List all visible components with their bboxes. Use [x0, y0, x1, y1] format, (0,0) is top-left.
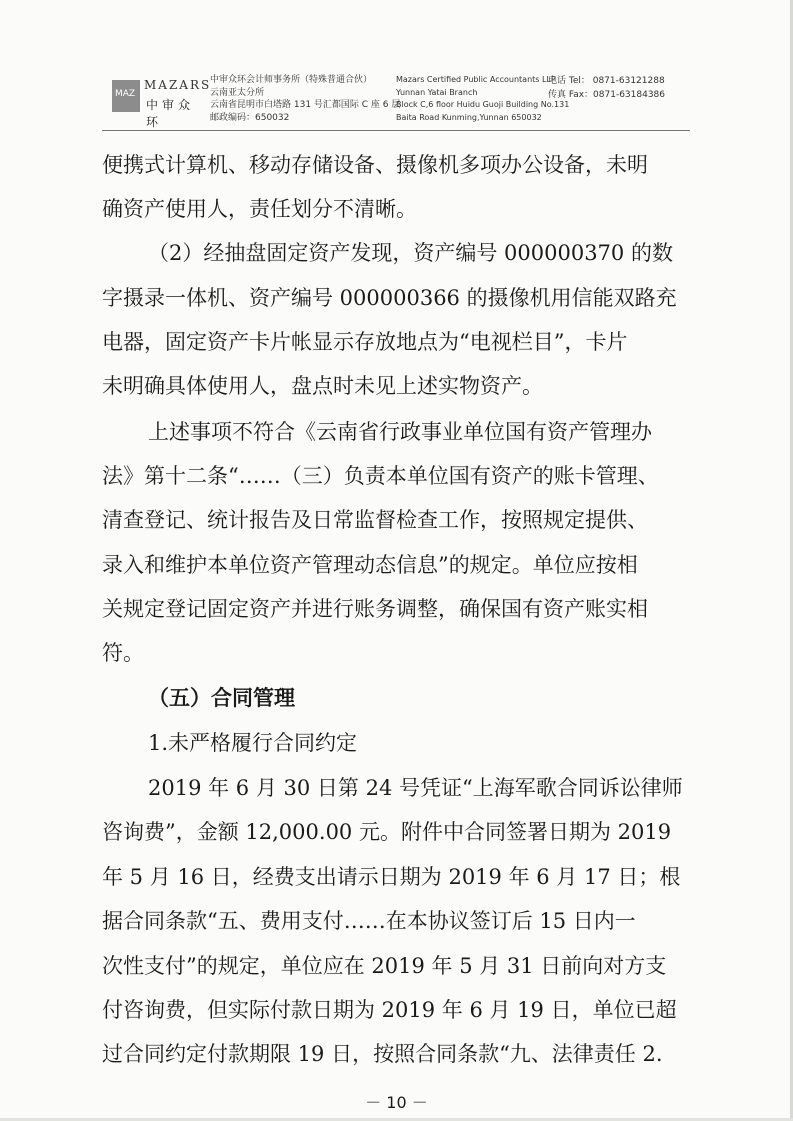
subsection-heading: 1.未严格履行合同约定: [148, 731, 358, 755]
firm-address-cn: [210, 74, 400, 124]
body-line: 录入和维护本单位资产管理动态信息”的规定。单位应按相: [102, 553, 638, 577]
page-number: － 10 －: [365, 1093, 428, 1112]
letterhead-divider: [102, 130, 690, 131]
body-line: 上述事项不符合《云南省行政事业单位国有资产管理办: [148, 420, 652, 444]
body-line: 字摄录一体机、资产编号 000000366 的摄像机用信能双路充: [102, 286, 677, 310]
address-cn: 云南省昆明市白塔路 131 号汇都国际 C 座 6 层: [210, 100, 401, 110]
firm-name-cn: 中审众环会计师事务所（特殊普通合伙）: [210, 75, 373, 85]
body-line: 关规定登记固定资产并进行账务调整，确保国有资产账实相: [102, 597, 648, 621]
firm-logo: [112, 76, 212, 129]
contact-info: [548, 74, 665, 102]
body-line: 法》第十二条“……（三）负责本单位国有资产的账卡管理、: [102, 464, 659, 488]
body-line: 付咨询费，但实际付款日期为 2019 年 6 月 19 日，单位已超: [102, 998, 677, 1022]
letterhead: [0, 68, 793, 128]
logo-mark-icon: MAZ: [112, 80, 140, 112]
body-line: 清查登记、统计报告及日常监督检查工作，按照规定提供、: [102, 508, 648, 532]
body-line: 过合同约定付款期限 19 日，按照合同条款“九、法律责任 2.: [102, 1042, 663, 1066]
firm-address-en: [396, 74, 569, 124]
body-line: （2）经抽盘固定资产发现，资产编号 000000370 的数: [148, 241, 673, 265]
body-line: 便携式计算机、移动存储设备、摄像机多项办公设备，未明: [102, 153, 648, 177]
body-line: 未明确具体使用人，盘点时未见上述实物资产。: [102, 374, 543, 398]
telephone: 电话 Tel： 0871-63121288: [548, 76, 665, 86]
logo-text-en: MAZARS: [144, 78, 212, 92]
address-en-line2: Baita Road Kunming,Yunnan 650032: [396, 112, 542, 122]
body-line: 电器，固定资产卡片帐显示存放地点为“电视栏目”，卡片: [102, 330, 628, 354]
body-line: 据合同条款“五、费用支付……在本协议签订后 15 日内一: [102, 909, 636, 933]
body-line: 符。: [102, 641, 144, 665]
body-line: 2019 年 6 月 30 日第 24 号凭证“上海军歌合同诉讼律师: [148, 776, 683, 800]
logo-text-cn: 中审众环: [146, 98, 195, 129]
body-line: 确资产使用人，责任划分不清晰。: [102, 197, 417, 221]
body-line: 咨询费”，金额 12,000.00 元。附件中合同签署日期为 2019: [102, 820, 672, 844]
branch-name-en: Yunnan Yatai Branch: [396, 87, 478, 97]
fax: 传真 Fax：0871-63184386: [548, 90, 666, 100]
section-heading: （五）合同管理: [148, 686, 295, 710]
body-line: 年 5 月 16 日，经费支出请示日期为 2019 年 6 月 17 日；根: [102, 865, 681, 889]
branch-name-cn: 云南亚太分所: [210, 87, 265, 98]
postcode-cn: 邮政编码：650032: [210, 112, 290, 123]
firm-name-en: Mazars Certified Public Accountants LLP: [396, 75, 556, 84]
body-line: 次性支付”的规定，单位应在 2019 年 5 月 31 日前向对方支: [102, 954, 667, 978]
address-en-line1: Block C,6 floor Huidu Guoji Building No.131: [396, 100, 570, 109]
